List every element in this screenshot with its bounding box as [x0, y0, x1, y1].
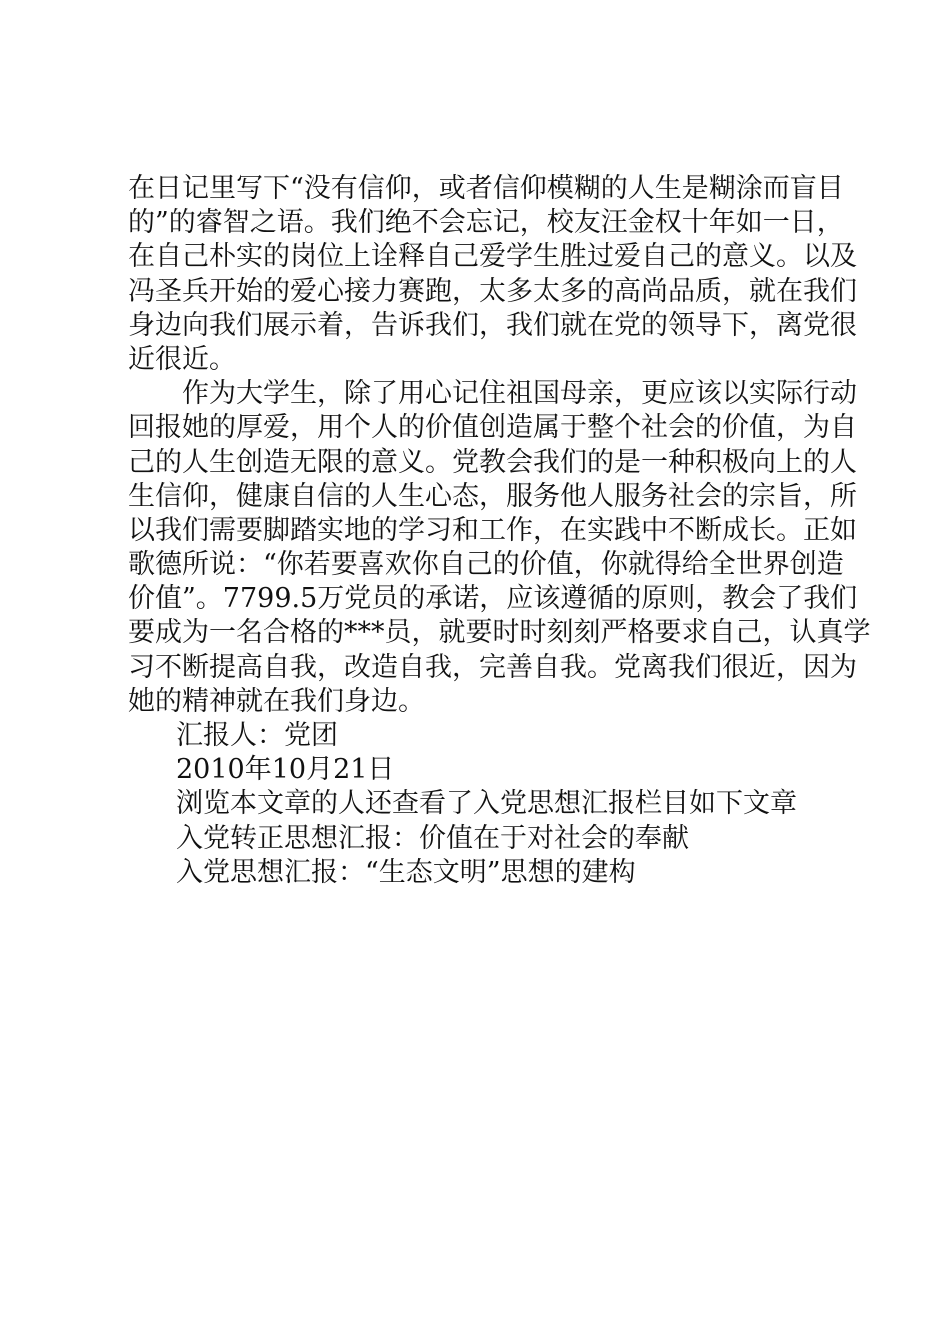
- text-line: 歌德所说：“你若要喜欢你自己的价值，你就得给全世界创造: [128, 549, 844, 581]
- date-line: 2010年10月21日: [176, 754, 395, 786]
- reporter-line: 汇报人：党团: [176, 720, 338, 751]
- text-line: 在自己朴实的岗位上诠释自己爱学生胜过爱自己的意义。以及: [128, 241, 857, 273]
- paragraph-1: [128, 172, 857, 377]
- text-line: 以我们需要脚踏实地的学习和工作，在实践中不断成长。正如: [128, 514, 857, 546]
- text-line: 习不断提高自我，改造自我，完善自我。党离我们很近，因为: [128, 651, 857, 683]
- related-link[interactable]: 入党思想汇报：“生态文明”思想的建构: [176, 856, 636, 888]
- text-line: 身边向我们展示着，告诉我们，我们就在党的领导下，离党很: [128, 309, 857, 341]
- text-line: 己的人生创造无限的意义。党教会我们的是一种积极向上的人: [128, 446, 857, 478]
- related-heading: 浏览本文章的人还查看了入党思想汇报栏目如下文章: [176, 788, 797, 820]
- text-line: 回报她的厚爱，用个人的价值创造属于整个社会的价值，为自: [128, 412, 857, 444]
- text-line: 近很近。: [128, 343, 236, 375]
- text-line: 生信仰，健康自信的人生心态，服务他人服务社会的宗旨，所: [128, 480, 857, 512]
- paragraph-2: [128, 377, 871, 719]
- document-body: [128, 172, 871, 890]
- text-line: 的”的睿智之语。我们绝不会忘记，校友汪金权十年如一日，: [128, 207, 844, 239]
- text-line: 冯圣兵开始的爱心接力赛跑，太多太多的高尚品质，就在我们: [128, 275, 857, 307]
- text-line: 作为大学生，除了用心记住祖国母亲，更应该以实际行动: [182, 378, 857, 410]
- text-line: 在日记里写下“没有信仰，或者信仰模糊的人生是糊涂而盲目: [128, 173, 844, 204]
- related-link[interactable]: 入党转正思想汇报：价值在于对社会的奉献: [176, 822, 689, 854]
- text-line: 要成为一名合格的***员，就要时时刻刻严格要求自己，认真学: [128, 617, 871, 649]
- text-line: 她的精神就在我们身边。: [128, 685, 425, 717]
- text-line: 价值”。7799.5万党员的承诺，应该遵循的原则，教会了我们: [128, 583, 858, 615]
